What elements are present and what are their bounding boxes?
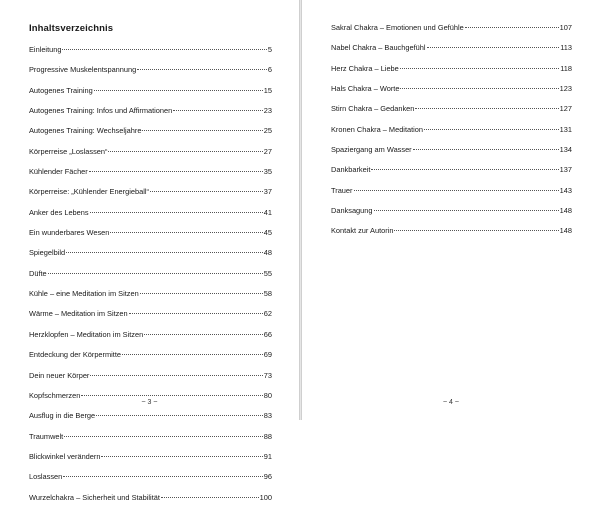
left-page	[0, 0, 299, 502]
toc-entry-page: 66	[263, 329, 272, 339]
toc-entry	[331, 225, 572, 245]
toc-entry	[29, 166, 272, 186]
toc-entry-page: 134	[559, 145, 572, 155]
toc-entry	[331, 63, 572, 83]
toc-entry	[29, 125, 272, 145]
toc-entry-page: 148	[559, 226, 572, 236]
page-number-right: ~ 4 ~	[443, 399, 459, 406]
toc-entry-title: Dein neuer Körper	[29, 370, 90, 380]
toc-entry-title: Düfte	[29, 268, 47, 278]
toc-dot-leader	[90, 375, 262, 376]
toc-entry	[331, 22, 572, 42]
toc-entry	[29, 44, 272, 64]
toc-entry-title: Traumwelt	[29, 431, 64, 441]
toc-entry-page: 5	[267, 45, 272, 54]
toc-entry	[331, 42, 572, 62]
toc-entry-page: 143	[559, 185, 572, 195]
toc-dot-leader	[63, 476, 262, 477]
toc-entry-title: Wärme – Meditation im Sitzen	[29, 309, 128, 319]
toc-entry-title: Loslassen	[29, 472, 63, 482]
toc-entry-page: 123	[559, 84, 572, 94]
toc-entry-title: Kopfschmerzen	[29, 390, 81, 400]
toc-entry-page: 6	[267, 65, 272, 75]
toc-entry-page: 80	[263, 390, 272, 400]
toc-entry-title: Anker des Lebens	[29, 207, 89, 217]
toc-dot-leader	[173, 110, 263, 111]
toc-entry-page: 137	[559, 165, 572, 175]
toc-entry-title: Hals Chakra – Worte	[331, 84, 400, 94]
toc-entry-page: 27	[263, 146, 272, 156]
toc-entry-title: Progressive Muskelentspannung	[29, 65, 137, 75]
toc-entry	[331, 164, 572, 184]
toc-dot-leader	[465, 27, 559, 28]
toc-dot-leader	[129, 313, 263, 314]
toc-entry-title: Autogenes Training	[29, 85, 93, 95]
toc-dot-leader	[413, 149, 559, 150]
toc-entry	[29, 227, 272, 247]
toc-entry-page: 100	[259, 492, 272, 502]
toc-entry-title: Einleitung	[29, 45, 62, 54]
toc-dot-leader	[62, 49, 266, 50]
toc-dot-leader	[101, 456, 262, 457]
toc-entry-title: Körperreise: „Kühlender Energieball“	[29, 187, 149, 197]
toc-dot-leader	[374, 210, 559, 211]
toc-entry	[29, 85, 272, 105]
toc-dot-leader	[394, 230, 558, 231]
toc-dot-leader	[122, 354, 263, 355]
toc-entry	[29, 146, 272, 166]
toc-dot-leader	[424, 129, 559, 130]
toc-dot-leader	[142, 130, 262, 131]
toc-dot-leader	[90, 212, 263, 213]
toc-entry-page: 73	[263, 370, 272, 380]
toc-entry	[29, 492, 272, 512]
toc-entry	[29, 349, 272, 369]
toc-entry-title: Wurzelchakra – Sicherheit und Stabilität	[29, 492, 160, 502]
toc-entry-title: Spaziergang am Wasser	[331, 145, 412, 155]
toc-entry-title: Autogenes Training: Wechseljahre	[29, 126, 142, 136]
toc-entry	[331, 103, 572, 123]
toc-dot-leader	[64, 436, 263, 437]
page-number-left: ~ 3 ~	[141, 399, 158, 406]
toc-list-left	[29, 44, 272, 512]
toc-entry-page: 83	[263, 411, 272, 421]
toc-entry-page: 148	[559, 206, 572, 216]
toc-dot-leader	[140, 293, 263, 294]
toc-dot-leader	[415, 108, 558, 109]
toc-entry	[29, 431, 272, 451]
toc-entry-page: 69	[263, 350, 272, 360]
toc-entry	[29, 268, 272, 288]
toc-entry-title: Danksagung	[331, 206, 373, 216]
toc-dot-leader	[81, 395, 262, 396]
toc-entry-page: 37	[263, 187, 272, 197]
toc-dot-leader	[110, 232, 262, 233]
toc-entry-title: Nabel Chakra – Bauchgefühl	[331, 43, 426, 53]
toc-entry-title: Entdeckung der Körpermitte	[29, 350, 122, 360]
toc-entry-page: 118	[560, 63, 572, 73]
toc-entry-page: 96	[263, 472, 272, 482]
toc-title: Inhaltsverzeichnis	[29, 23, 114, 34]
toc-dot-leader	[427, 47, 560, 48]
toc-dot-leader	[137, 69, 267, 70]
toc-entry	[29, 186, 272, 206]
toc-entry-page: 41	[263, 207, 272, 217]
toc-entry	[29, 329, 272, 349]
toc-entry-title: Ein wunderbares Wesen	[29, 228, 110, 238]
toc-entry-page: 131	[559, 124, 572, 134]
toc-entry-page: 15	[263, 85, 272, 95]
toc-entry-title: Autogenes Training: Infos und Affirmationen	[29, 106, 173, 116]
toc-entry-page: 48	[263, 248, 272, 258]
toc-entry	[29, 370, 272, 390]
toc-entry-title: Stirn Chakra – Gedanken	[331, 104, 415, 114]
toc-dot-leader	[66, 252, 263, 253]
toc-entry	[331, 83, 572, 103]
toc-entry-title: Trauer	[331, 185, 353, 195]
toc-entry-title: Kontakt zur Autorin	[331, 226, 394, 236]
toc-entry-page: 127	[559, 104, 572, 114]
toc-dot-leader	[150, 191, 263, 192]
right-page	[302, 0, 600, 420]
toc-entry-page: 55	[263, 268, 272, 278]
toc-entry-page: 45	[263, 228, 272, 238]
toc-entry	[29, 288, 272, 308]
toc-entry-page: 91	[263, 451, 272, 461]
toc-entry-page: 23	[263, 106, 272, 116]
toc-entry	[331, 124, 572, 144]
toc-entry	[29, 410, 272, 430]
toc-dot-leader	[161, 497, 259, 498]
toc-entry	[331, 205, 572, 225]
toc-dot-leader	[48, 273, 263, 274]
toc-entry-title: Kühlender Fächer	[29, 167, 88, 177]
toc-dot-leader	[371, 169, 558, 170]
toc-entry	[29, 247, 272, 267]
toc-entry-title: Körperreise „Loslassen“	[29, 146, 108, 156]
toc-entry-page: 88	[263, 431, 272, 441]
toc-entry-title: Kronen Chakra – Meditation	[331, 124, 424, 134]
toc-entry-page: 25	[263, 126, 272, 136]
toc-list-right	[331, 22, 572, 246]
toc-entry-title: Herz Chakra – Liebe	[331, 63, 399, 73]
toc-dot-leader	[94, 90, 263, 91]
toc-entry-title: Blickwinkel verändern	[29, 451, 101, 461]
toc-entry	[29, 207, 272, 227]
toc-entry-page: 58	[263, 289, 272, 299]
toc-entry	[29, 308, 272, 328]
toc-entry-page: 107	[559, 23, 572, 32]
toc-entry-title: Sakral Chakra – Emotionen und Gefühle	[331, 23, 464, 32]
toc-entry-title: Herzklopfen – Meditation im Sitzen	[29, 329, 144, 339]
toc-entry	[331, 185, 572, 205]
toc-entry	[29, 451, 272, 471]
toc-dot-leader	[400, 88, 558, 89]
toc-dot-leader	[96, 415, 263, 416]
toc-entry	[29, 471, 272, 491]
toc-entry	[29, 64, 272, 84]
toc-dot-leader	[400, 68, 559, 69]
toc-entry	[331, 144, 572, 164]
toc-entry-page: 113	[560, 43, 572, 53]
toc-entry-page: 35	[263, 167, 272, 177]
toc-entry-title: Kühle – eine Meditation im Sitzen	[29, 289, 139, 299]
toc-dot-leader	[89, 171, 263, 172]
toc-dot-leader	[354, 190, 559, 191]
toc-entry-title: Ausflug in die Berge	[29, 411, 96, 421]
toc-entry	[29, 105, 272, 125]
toc-dot-leader	[108, 151, 262, 152]
toc-dot-leader	[144, 334, 263, 335]
toc-entry-page: 62	[263, 309, 272, 319]
toc-entry-title: Spiegelbild	[29, 248, 66, 258]
toc-entry-title: Dankbarkeit	[331, 165, 371, 175]
